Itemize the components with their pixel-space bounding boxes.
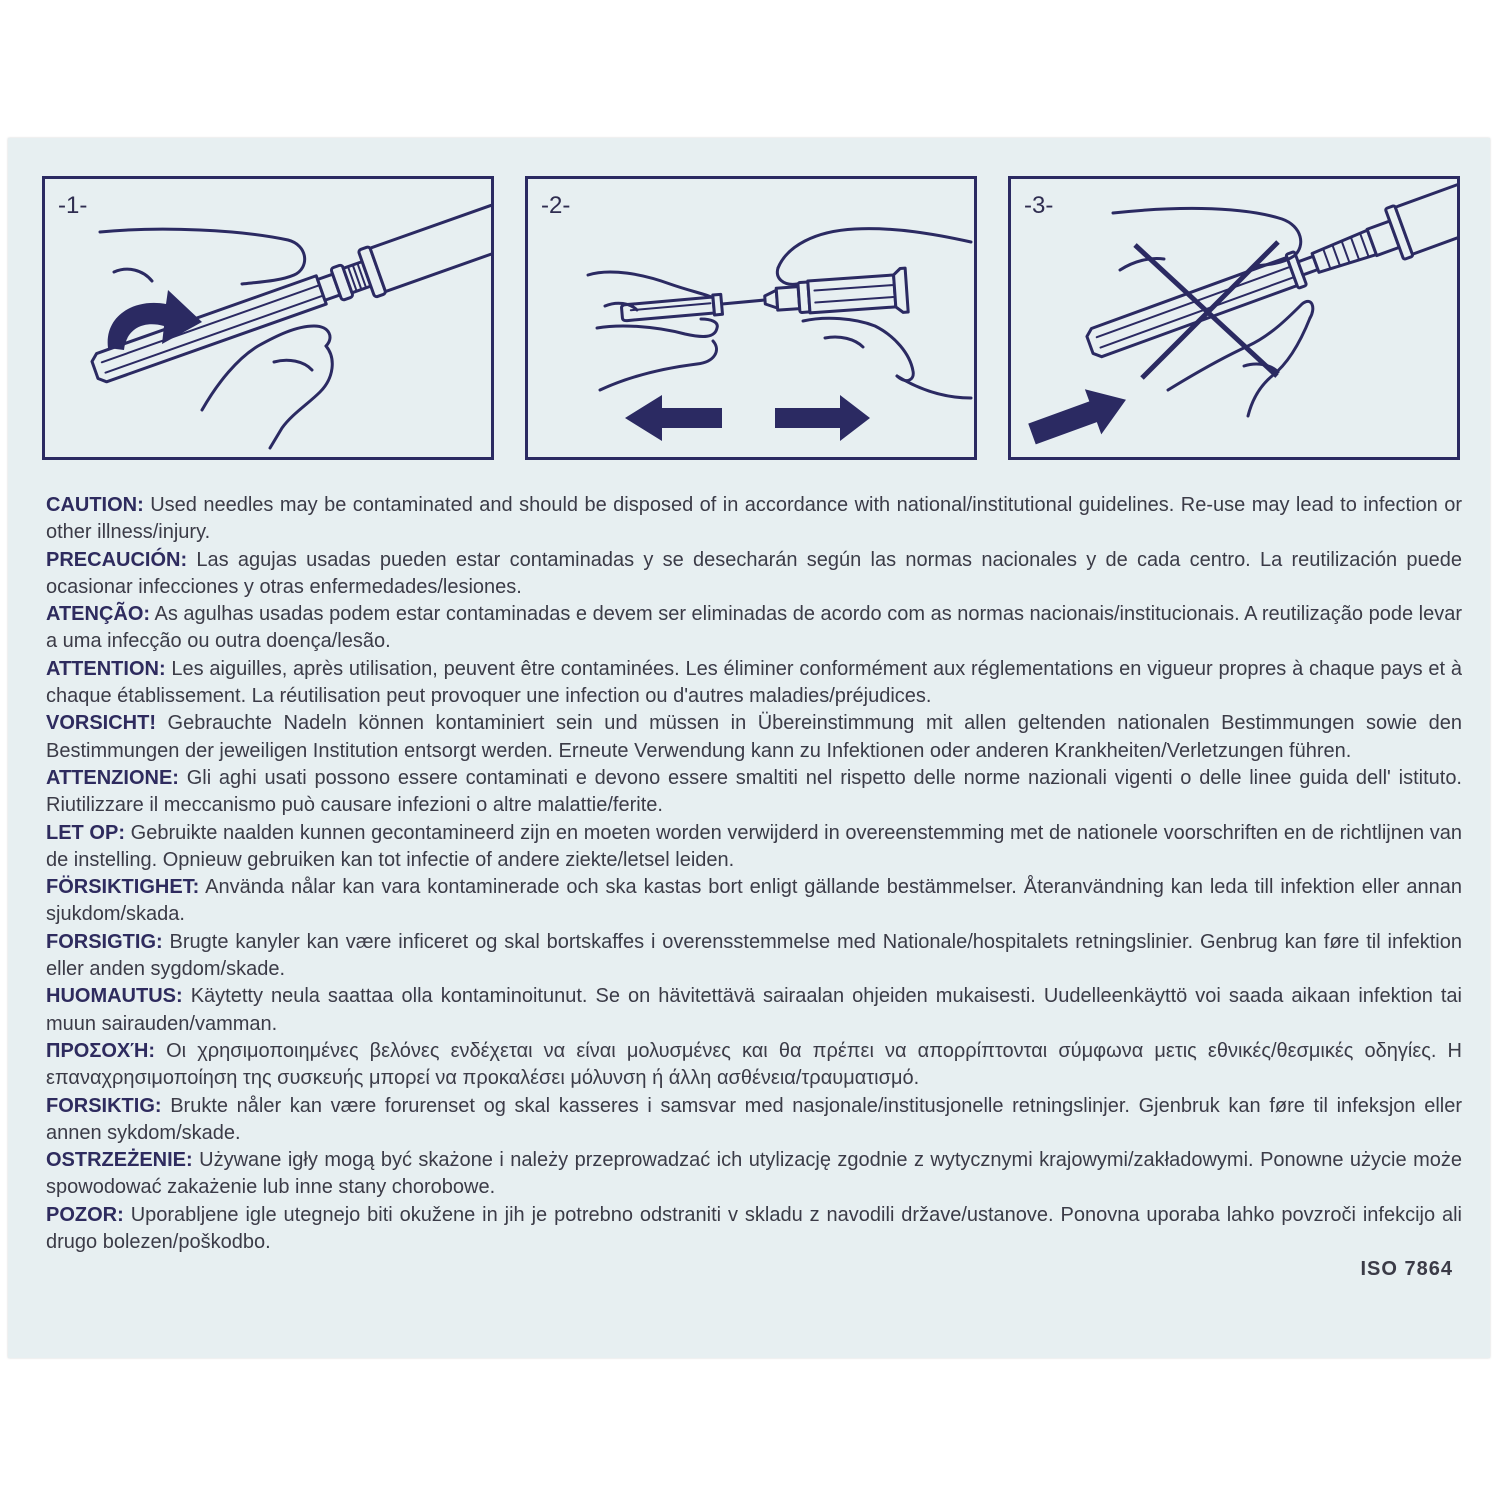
- warning-text: Οι χρησιμοποιημένες βελόνες ενδέχεται να είναι μολυσμένες και θα πρέπει να απορρίπτονται σύμφωνα μετις εθνικές/θεσμικές οδηγίες. Η επαναχρησιμοποίηση της συσκευής μπορεί να προκαλέσει μόλυνση ή άλλη ασθένεια/τραυματισμό.: [46, 1039, 1462, 1090]
- warning-precaucion: [46, 547, 1462, 602]
- warning-text: Las agujas usadas pueden estar contaminadas y se desecharán según las normas nacionales y de cada centro. La reutilización puede ocasionar infecciones y otras enfermedades/lesiones.: [46, 548, 1462, 598]
- step-3-illustration: [1011, 179, 1457, 457]
- warning-label: CAUTION:: [46, 494, 144, 516]
- standard-reference: ISO 7864: [1360, 1258, 1453, 1281]
- warning-text: Uporabljene igle utegnejo biti okužene in jih je potrebno odstraniti v skladu z navodili države/ustanove. Ponovna uporaba lahko povzroči infekcijo ali drugo bolezen/poškodbo.: [46, 1203, 1463, 1254]
- warning-text: Gebrauchte Nadeln können kontaminiert sein und müssen in Übereinstimmung mit allen geltenden nationalen Bestimmungen sowie den Bestimmungen der jeweiligen Institution entsorgt werden. Erneute Verwendung kann zu Infektionen oder anderen Krankheiten/Verletzungen führen.: [46, 712, 1462, 762]
- warning-label: ATTENZIONE:: [46, 766, 179, 789]
- warning-text: Used needles may be contaminated and should be disposed of in accordance with national/institutional guidelines. Re-use may lead to infection or other illness/injury.: [46, 494, 1462, 544]
- warning-label: FORSIKTIG:: [46, 1094, 162, 1117]
- pull-left-arrow-icon: [625, 395, 722, 441]
- step-1-illustration: [45, 179, 491, 457]
- pen-needle: [87, 186, 491, 393]
- pen-needle: [1081, 179, 1457, 370]
- warning-attenzione: [46, 765, 1462, 820]
- warning-vorsicht: [46, 710, 1462, 765]
- warning-text: Använda nålar kan vara kontaminerade och ska kastas bort enligt gällande bestämmelser. Återanvändning kan leda till infektion eller annan sjukdom/skada.: [46, 876, 1462, 926]
- warning-label: FÖRSIKTIGHET:: [46, 876, 200, 899]
- warning-label: LET OP:: [46, 821, 125, 844]
- pull-right-arrow-icon: [775, 395, 870, 441]
- warning-label: ΠΡΟΣΟΧΉ:: [46, 1039, 156, 1062]
- step-1-panel: [42, 176, 494, 460]
- warning-ostrzezenie: [46, 1147, 1462, 1202]
- warning-attention: [46, 656, 1462, 711]
- needle: [722, 300, 765, 304]
- step-2-panel: [525, 176, 977, 460]
- warning-label: FORSIGTIG:: [46, 930, 163, 953]
- warning-atencao: [46, 601, 1462, 656]
- warnings-block: [46, 492, 1462, 1284]
- warning-label: OSTRZEŻENIE:: [46, 1149, 193, 1172]
- warning-forsiktighet: [46, 874, 1462, 929]
- warning-label: POZOR:: [46, 1203, 124, 1226]
- warning-forsiktig: [46, 1093, 1462, 1148]
- warning-label: ATTENTION:: [46, 657, 166, 680]
- warning-label: ATENÇÃO:: [46, 603, 151, 626]
- step-1-label: -1-: [58, 192, 88, 219]
- instruction-card: [8, 138, 1490, 1358]
- warning-text: Käytetty neula saattaa olla kontaminoitunut. Se on hävitettävä sairaalan ohjeiden mukaisesti. Uudelleenkäyttö voi saada aikaan infektion tai muun sairauden/vamman.: [46, 985, 1462, 1035]
- warning-text: Les aiguilles, après utilisation, peuvent être contaminées. Les éliminer conformément aux réglementations en vigueur propres à chaque pays et à chaque établissement. La réutilisation peut provoquer une infection ou d'autres maladies/préjudices.: [46, 657, 1462, 708]
- warning-text: Brugte kanyler kan være inficeret og skal bortskaffes i overensstemmelse med Nationale/hospitalets retningslinier. Genbrug kan føre til infektion eller anden sygdom/skade.: [46, 930, 1462, 981]
- warning-let-op: [46, 820, 1462, 875]
- warning-caution: [46, 492, 1462, 547]
- warning-forsigtig: [46, 929, 1462, 984]
- warning-text: Gli aghi usati possono essere contaminati e devono essere smaltiti nel rispetto delle norme nazionali vigenti o delle linee guida dell' istituto. Riutilizzare il meccanismo può causare infezioni o altre malattie/ferite.: [46, 766, 1462, 817]
- left-hand: [588, 272, 717, 390]
- warning-label: PRECAUCIÓN:: [46, 548, 188, 571]
- step-2-illustration: [528, 179, 974, 457]
- warning-label: VORSICHT!: [46, 712, 156, 735]
- warning-text: As agulhas usadas podem estar contaminadas e devem ser eliminadas de acordo com as normas nacionais/institucionais. A reutilização pode levar a uma infecção ou outra doença/lesão.: [46, 603, 1462, 653]
- discard-arrow-icon: [1024, 377, 1134, 456]
- pen-needle: [763, 268, 908, 322]
- warning-pozor: [46, 1202, 1462, 1257]
- step-3-panel: [1008, 176, 1460, 460]
- warning-huomautus: [46, 983, 1462, 1038]
- warning-text: Używane igły mogą być skażone i należy przeprowadzać ich utylizację zgodnie z wytycznymi krajowymi/zakładowymi. Ponowne użycie może spowodować zakażenie lub inne stany chorobowe.: [46, 1149, 1462, 1199]
- step-2-label: -2-: [541, 192, 571, 219]
- warning-label: HUOMAUTUS:: [46, 985, 183, 1008]
- warning-text: Brukte nåler kan være forurenset og skal kasseres i samsvar med nasjonale/institusjonelle retningslinjer. Gjenbruk kan føre til infeksjon eller annen sykdom/skade.: [46, 1094, 1462, 1144]
- warning-prosochi: [46, 1038, 1462, 1093]
- step-3-label: -3-: [1024, 192, 1054, 219]
- warning-text: Gebruikte naalden kunnen gecontamineerd zijn en moeten worden verwijderd in overeenstemming met de nationele voorschriften en de richtlijnen van de instelling. Opnieuw gebruiken kan tot infectie of andere ziekte/letsel leiden.: [46, 821, 1462, 871]
